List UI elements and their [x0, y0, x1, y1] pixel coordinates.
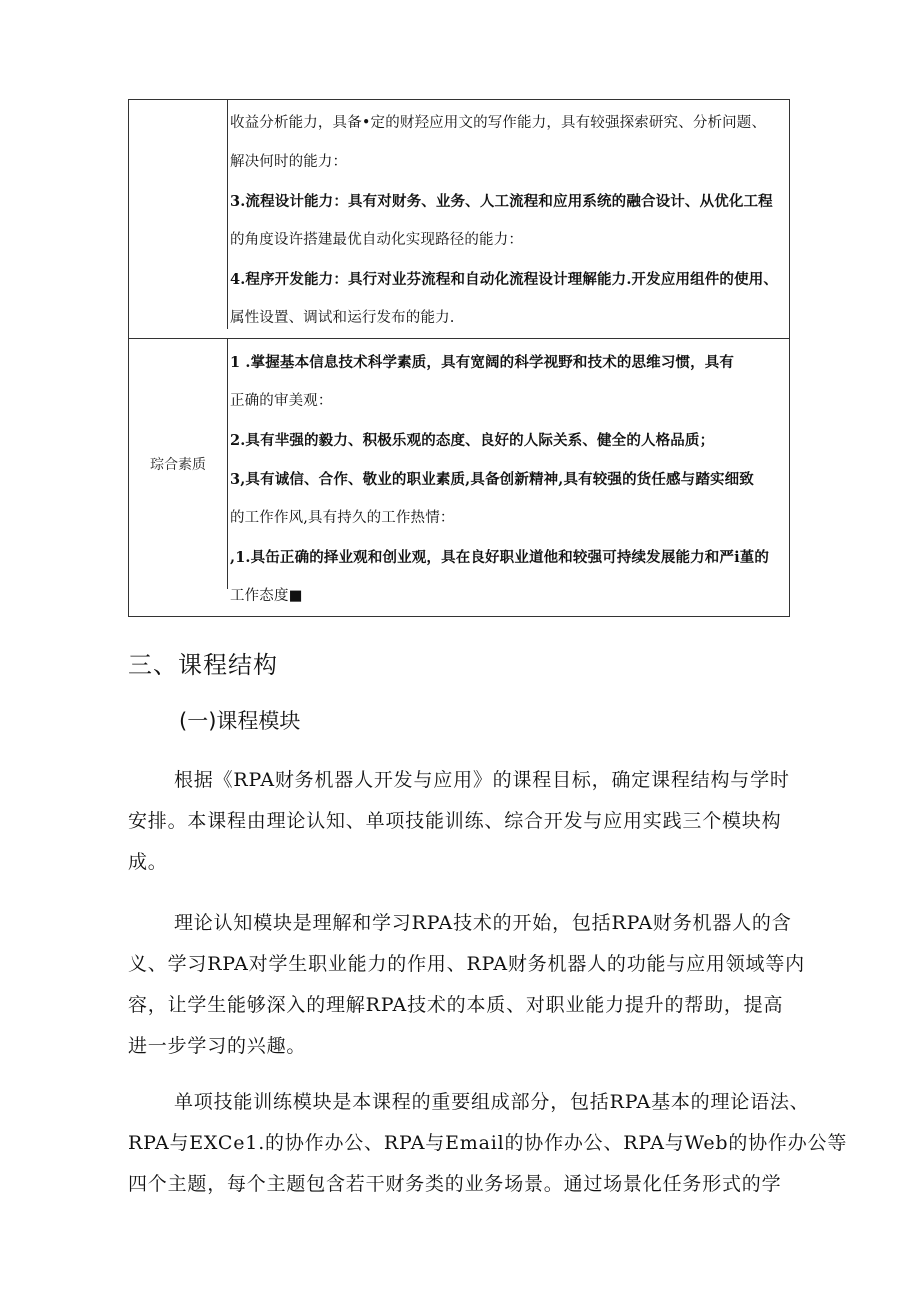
ability-table [128, 99, 790, 617]
paragraph-line: 四个主题，每个主题包含若干财务类的业务场景。通过场景化任务形式的学 [128, 1173, 782, 1195]
table-line: 1 .掌握基本信息技术科学素质，具有宽阔的科学视野和技术的思维习惯，具有 [230, 354, 735, 371]
table-line: 收益分析能力，具备•定的财羟应用文的写作能力，具有较强探索研究、分析问题、 [230, 115, 767, 131]
section-subtitle: (一)课程模块 [179, 709, 301, 733]
paragraph-line: 成。 [128, 851, 168, 873]
paragraph-2 [128, 903, 805, 1067]
table-line: 4.程序开发能力：具行对业芬流程和自动化流程设计理解能力.开发应用组件的使用、 [230, 271, 779, 288]
paragraph-1 [128, 760, 792, 883]
table-line: 的工作作风,具有持久的工作热情： [230, 510, 455, 526]
paragraph-line: 义、学习RPA对学生职业能力的作用、RPA财务机器人的功能与应用领域等内 [128, 953, 805, 975]
row-label-comprehensive: 琮合素质 [129, 339, 228, 589]
table-row [129, 100, 789, 338]
table-line: 2.具有芈强的毅力、积极乐观的态度、良好的人际关系、健全的人格品质； [230, 432, 715, 449]
table-line: 解决何时的能力： [230, 154, 348, 170]
paragraph-line: RPA与EXCe1.的协作办公、RPA与Email的协作办公、RPA与Web的协作办公等 [128, 1132, 848, 1154]
table-line: ,1.具缶正确的择业观和创业观，具在良好职业道他和较强可持续发展能力和严i堇的 [230, 549, 770, 566]
row-label [129, 100, 228, 329]
paragraph-line: 单项技能训练模块是本课程的重要组成部分，包括RPA基本的理论语法、 [174, 1091, 810, 1113]
paragraph-line: 进一步学习的兴趣。 [128, 1035, 307, 1057]
paragraph-line: 容，让学生能够深入的理解RPA技术的本质、对职业能力提升的帮助，提高 [128, 994, 784, 1016]
table-line: 3,具有诚信、合作、敬业的职业素质,具备创新精神,具有较强的货任感与踏实细致 [230, 471, 754, 488]
table-line: 正确的审美观： [230, 393, 333, 409]
row-content [228, 100, 789, 338]
table-line: 工作态度■ [230, 588, 303, 604]
section-title: 三、课程结构 [128, 651, 278, 679]
paragraph-line: 安排。本课程由理论认知、单项技能训练、综合开发与应用实践三个模块构 [128, 810, 782, 832]
paragraph-line: 根据《RPA财务机器人开发与应用》的课程目标，确定课程结构与学时 [174, 769, 790, 791]
table-line: 3.流程设计能力：具有对财务、业务、人工流程和应用系统的融合设计、从优化工程 [230, 193, 773, 210]
table-line: 属性设置、调试和运行发布的能力. [230, 310, 455, 326]
row-content [228, 339, 789, 616]
table-row [129, 338, 789, 616]
paragraph-3 [128, 1082, 848, 1205]
paragraph-line: 理论认知模块是理解和学习RPA技术的开始，包括RPA财务机器人的含 [174, 912, 792, 934]
table-line: 的角度设许搭建最优自动化实现路径的能力： [230, 232, 523, 248]
